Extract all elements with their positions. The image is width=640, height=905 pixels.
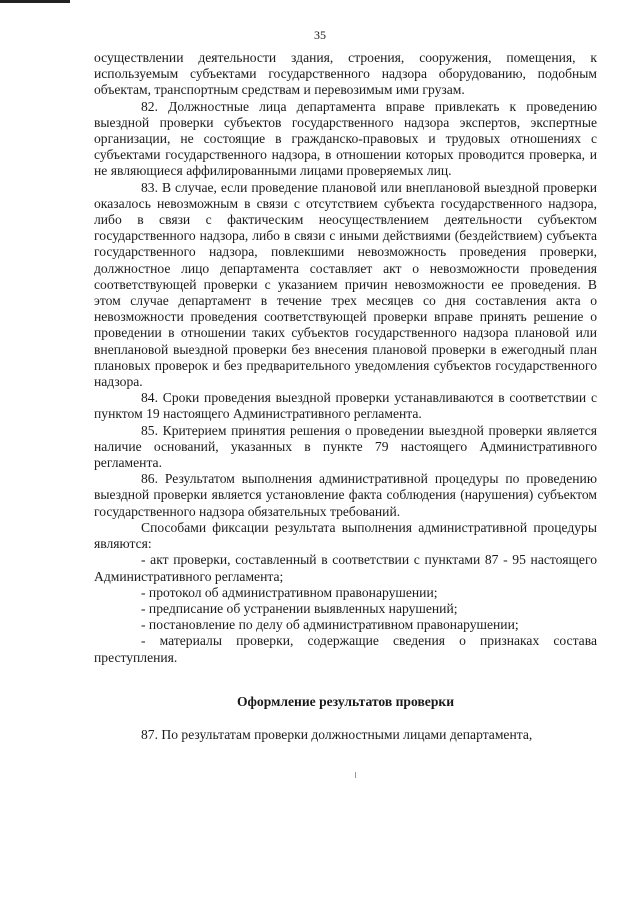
scan-speck [355,772,356,778]
list-item-resolution: - постановление по делу об административном правонарушении; [141,617,519,633]
page-number: 35 [314,28,326,42]
section-heading: Оформление результатов проверки [236,693,455,709]
paragraph-fixation-methods: Способами фиксации результата выполнения административной процедуры являются: [94,519,597,552]
paragraph-85: 85. Критерием принятия решения о проведении выездной проверки является наличие оснований, указанных в пункте 79 настоящего Административного регламента. [94,422,597,471]
document-page [94,50,597,743]
list-item-materials: - материалы проверки, содержащие сведения о признаках состава преступления. [94,633,597,665]
paragraph-83: 83. В случае, если проведение плановой или внеплановой выездной проверки оказалось невозможным в связи с отсутствием субъекта государственного надзора, либо в связи с фактическим неосуществлением деятельности субъектом государственного надзора, либо в связи с иными действиями (бездействием) субъекта государственного надзора, повлекшими невозможность проведения проверки, должностное лицо департамента составляет акт о невозможности проведения соответствующей проверки с указанием причин невозможности ее проведения. В этом случае департамент в течение трех месяцев со дня составления акта о невозможности проведения соответствующей проверки вправе принять решение о проведении в отношении таких субъектов государственного надзора плановой или внеплановой выездной проверки без внесения плановой проверки в ежегодный план плановых проверок и без предварительного уведомления субъектов государственного надзора. [94,179,597,390]
list-item-order: - предписание об устранении выявленных нарушений; [141,600,458,616]
list-item-protocol: - протокол об административном правонарушении; [141,584,438,600]
paragraph-87: 87. По результатам проверки должностными лицами департамента, [141,726,533,742]
paragraph-84: 84. Сроки проведения выездной проверки устанавливаются в соответствии с пунктом 19 настоящего Административного регламента. [94,390,597,422]
scan-edge-mark [0,0,70,3]
paragraph-86: 86. Результатом выполнения административной процедуры по проведению выездной проверки является установление факта соблюдения (нарушения) субъектом государственного надзора обязательных требований. [94,471,597,519]
paragraph-continuation: осуществлении деятельности здания, строения, сооружения, помещения, к используемым субъектами государственного надзора оборудованию, подобным объектам, транспортным средствам и перевозимым ими грузам. [94,50,597,98]
paragraph-82: 82. Должностные лица департамента вправе привлекать к проведению выездной проверки субъектов государственного надзора экспертов, экспертные организации, не состоящие в гражданско-правовых и трудовых отношениях с субъектами государственного надзора, в отношении которых проводится проверка, и не являющиеся аффилированными лицами проверяемых лиц. [94,98,597,179]
list-item-inspection-act: - акт проверки, составленный в соответствии с пунктами 87 - 95 настоящего Административного регламента; [94,552,597,584]
